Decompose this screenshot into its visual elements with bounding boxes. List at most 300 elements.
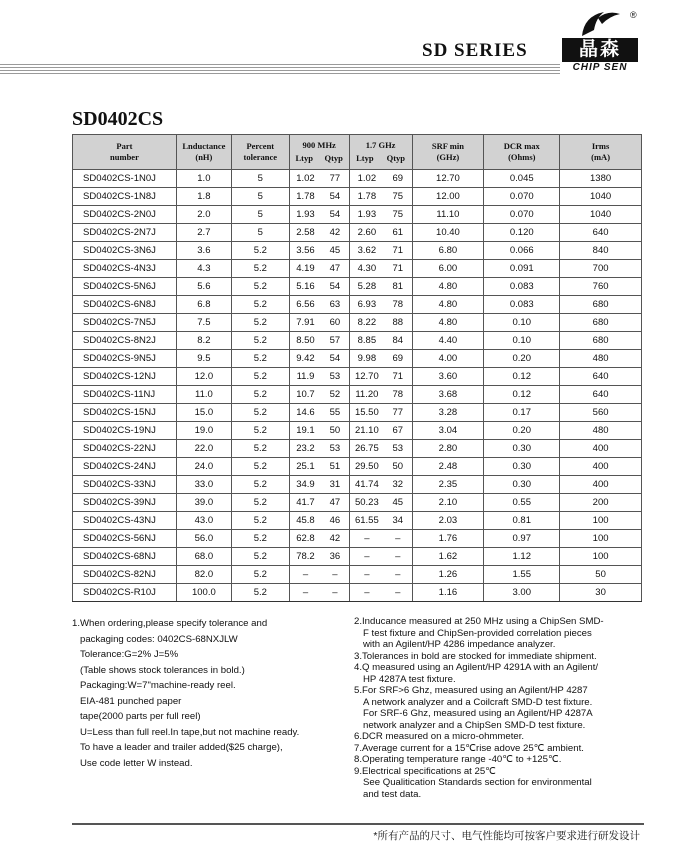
cell-tolerance: 5.2 [231, 368, 289, 386]
cell-inductance: 2.7 [176, 224, 231, 242]
logo-swoosh-icon [578, 8, 622, 38]
table-row [73, 548, 642, 566]
table-row [73, 296, 642, 314]
cell-qtyp-900: 31 [321, 476, 349, 494]
cell-ltyp-900: 11.9 [289, 368, 321, 386]
cell-ltyp-900: – [289, 566, 321, 584]
cell-ltyp-900: 1.02 [289, 170, 321, 188]
cell-part-number: SD0402CS-12NJ [73, 368, 177, 386]
cell-inductance: 19.0 [176, 422, 231, 440]
cell-srf: 4.40 [412, 332, 484, 350]
cell-irms: 1380 [560, 170, 642, 188]
logo-english: CHIP SEN [572, 62, 628, 73]
cell-ltyp-1-7: 1.93 [349, 206, 384, 224]
note-line: HP 4287A test fixture. [363, 673, 456, 685]
header-ltyp-17: Ltyp [356, 153, 374, 163]
table-row [73, 260, 642, 278]
table-row [73, 458, 642, 476]
cell-inductance: 39.0 [176, 494, 231, 512]
cell-part-number: SD0402CS-19NJ [73, 422, 177, 440]
cell-part-number: SD0402CS-5N6J [73, 278, 177, 296]
cell-tolerance: 5.2 [231, 242, 289, 260]
cell-ltyp-1-7: 50.23 [349, 494, 384, 512]
cell-tolerance: 5.2 [231, 404, 289, 422]
cell-irms: 760 [560, 278, 642, 296]
cell-qtyp-900: 54 [321, 206, 349, 224]
note-line: 6.DCR measured on a micro-ohmmeter. [354, 731, 525, 742]
cell-ltyp-1-7: 1.78 [349, 188, 384, 206]
cell-part-number: SD0402CS-2N7J [73, 224, 177, 242]
cell-ltyp-900: 2.58 [289, 224, 321, 242]
cell-qtyp-1-7: 84 [384, 332, 412, 350]
cell-srf: 2.48 [412, 458, 484, 476]
cell-srf: 4.80 [412, 314, 484, 332]
cell-qtyp-1-7: 77 [384, 404, 412, 422]
cell-dcr: 0.20 [484, 422, 560, 440]
cell-ltyp-900: 23.2 [289, 440, 321, 458]
header-qtyp-900: Qtyp [324, 153, 343, 163]
cell-ltyp-1-7: 5.28 [349, 278, 384, 296]
cell-ltyp-900: 1.78 [289, 188, 321, 206]
cell-qtyp-900: 47 [321, 260, 349, 278]
cell-dcr: 0.30 [484, 476, 560, 494]
cell-dcr: 0.20 [484, 350, 560, 368]
table-row [73, 170, 642, 188]
cell-qtyp-1-7: 53 [384, 440, 412, 458]
cell-qtyp-900: – [321, 566, 349, 584]
series-title: SD SERIES [422, 40, 528, 61]
cell-qtyp-1-7: 45 [384, 494, 412, 512]
cell-tolerance: 5.2 [231, 476, 289, 494]
cell-ltyp-900: 14.6 [289, 404, 321, 422]
cell-inductance: 8.2 [176, 332, 231, 350]
note-line: 9.Electrical specifications at 25℃ [354, 765, 496, 777]
cell-qtyp-1-7: 88 [384, 314, 412, 332]
cell-qtyp-1-7: – [384, 530, 412, 548]
cell-part-number: SD0402CS-24NJ [73, 458, 177, 476]
note-line: packaging codes: 0402CS-68NXJLW [80, 633, 238, 645]
cell-dcr: 0.81 [484, 512, 560, 530]
note-line: F test fixture and ChipSen-provided correlation pieces [363, 627, 592, 639]
note-line: 1.When ordering,please specify tolerance and [72, 618, 268, 629]
header-stripe [0, 64, 560, 76]
cell-qtyp-1-7: 69 [384, 350, 412, 368]
cell-part-number: SD0402CS-39NJ [73, 494, 177, 512]
cell-tolerance: 5.2 [231, 548, 289, 566]
table-row [73, 530, 642, 548]
cell-srf: 3.60 [412, 368, 484, 386]
cell-ltyp-1-7: 61.55 [349, 512, 384, 530]
cell-part-number: SD0402CS-7N5J [73, 314, 177, 332]
cell-ltyp-1-7: 21.10 [349, 422, 384, 440]
cell-srf: 2.03 [412, 512, 484, 530]
table-row [73, 566, 642, 584]
cell-irms: 30 [560, 584, 642, 602]
cell-srf: 2.80 [412, 440, 484, 458]
cell-irms: 480 [560, 350, 642, 368]
cell-qtyp-1-7: – [384, 584, 412, 602]
table-header-row [73, 135, 642, 170]
table-row [73, 404, 642, 422]
cell-srf: 11.10 [412, 206, 484, 224]
note-line: To have a leader and trailer added($25 charge), [80, 742, 283, 753]
cell-inductance: 43.0 [176, 512, 231, 530]
cell-dcr: 0.10 [484, 332, 560, 350]
cell-dcr: 0.045 [484, 170, 560, 188]
cell-inductance: 24.0 [176, 458, 231, 476]
cell-qtyp-900: 57 [321, 332, 349, 350]
cell-tolerance: 5.2 [231, 350, 289, 368]
header-part: Part number [73, 135, 177, 170]
table-row [73, 350, 642, 368]
cell-qtyp-1-7: 34 [384, 512, 412, 530]
cell-dcr: 0.30 [484, 458, 560, 476]
cell-qtyp-900: 42 [321, 530, 349, 548]
cell-qtyp-1-7: 69 [384, 170, 412, 188]
table-row [73, 188, 642, 206]
cell-qtyp-900: 51 [321, 458, 349, 476]
table-row [73, 494, 642, 512]
cell-tolerance: 5.2 [231, 584, 289, 602]
note-line: 8.Operating temperature range -40℃ to +125℃. [354, 754, 562, 765]
cell-inductance: 4.3 [176, 260, 231, 278]
cell-tolerance: 5.2 [231, 458, 289, 476]
cell-srf: 4.80 [412, 278, 484, 296]
cell-irms: 680 [560, 296, 642, 314]
cell-tolerance: 5 [231, 206, 289, 224]
cell-tolerance: 5.2 [231, 296, 289, 314]
cell-irms: 50 [560, 566, 642, 584]
cell-dcr: 0.083 [484, 278, 560, 296]
cell-srf: 1.26 [412, 566, 484, 584]
cell-srf: 3.28 [412, 404, 484, 422]
cell-qtyp-900: 53 [321, 368, 349, 386]
note-line: For SRF-6 Ghz, measured using an Agilent/HP 4287A [363, 708, 593, 719]
table-row [73, 476, 642, 494]
cell-part-number: SD0402CS-22NJ [73, 440, 177, 458]
cell-qtyp-900: 42 [321, 224, 349, 242]
cell-qtyp-900: 45 [321, 242, 349, 260]
cell-qtyp-900: 77 [321, 170, 349, 188]
cell-dcr: 1.12 [484, 548, 560, 566]
note-line: 4.Q measured using an Agilent/HP 4291A with an Agilent/ [354, 662, 599, 673]
cell-dcr: 0.10 [484, 314, 560, 332]
cell-tolerance: 5.2 [231, 278, 289, 296]
cell-part-number: SD0402CS-8N2J [73, 332, 177, 350]
note-line: tape(2000 parts per full reel) [80, 711, 201, 722]
cell-ltyp-1-7: 1.02 [349, 170, 384, 188]
cell-srf: 10.40 [412, 224, 484, 242]
cell-ltyp-900: 62.8 [289, 530, 321, 548]
cell-qtyp-900: 53 [321, 440, 349, 458]
cell-part-number: SD0402CS-2N0J [73, 206, 177, 224]
cell-inductance: 7.5 [176, 314, 231, 332]
cell-qtyp-1-7: 78 [384, 386, 412, 404]
cell-ltyp-1-7: 15.50 [349, 404, 384, 422]
cell-ltyp-900: 45.8 [289, 512, 321, 530]
cell-inductance: 82.0 [176, 566, 231, 584]
cell-tolerance: 5.2 [231, 422, 289, 440]
logo-hanzi: 晶森 [562, 38, 638, 62]
cell-irms: 100 [560, 548, 642, 566]
cell-inductance: 2.0 [176, 206, 231, 224]
table-row [73, 386, 642, 404]
cell-irms: 700 [560, 260, 642, 278]
table-row [73, 422, 642, 440]
cell-qtyp-900: 46 [321, 512, 349, 530]
cell-inductance: 11.0 [176, 386, 231, 404]
cell-irms: 100 [560, 512, 642, 530]
note-line: 2.Inducance measured at 250 MHz using a ChipSen SMD- [354, 616, 604, 627]
cell-irms: 400 [560, 476, 642, 494]
cell-tolerance: 5.2 [231, 332, 289, 350]
cell-dcr: 0.30 [484, 440, 560, 458]
cell-irms: 640 [560, 224, 642, 242]
cell-irms: 480 [560, 422, 642, 440]
cell-tolerance: 5 [231, 224, 289, 242]
cell-ltyp-900: 3.56 [289, 242, 321, 260]
cell-part-number: SD0402CS-15NJ [73, 404, 177, 422]
cell-qtyp-1-7: 75 [384, 206, 412, 224]
cell-inductance: 100.0 [176, 584, 231, 602]
cell-tolerance: 5.2 [231, 440, 289, 458]
cell-ltyp-900: 34.9 [289, 476, 321, 494]
cell-ltyp-1-7: 11.20 [349, 386, 384, 404]
cell-part-number: SD0402CS-4N3J [73, 260, 177, 278]
cell-ltyp-1-7: 4.30 [349, 260, 384, 278]
cell-irms: 1040 [560, 206, 642, 224]
cell-part-number: SD0402CS-6N8J [73, 296, 177, 314]
cell-qtyp-1-7: 61 [384, 224, 412, 242]
header-ltyp-900: Ltyp [295, 153, 313, 163]
cell-qtyp-900: 54 [321, 350, 349, 368]
cell-ltyp-900: 7.91 [289, 314, 321, 332]
cell-irms: 680 [560, 314, 642, 332]
cell-ltyp-900: 8.50 [289, 332, 321, 350]
note-line: with an Agilent/HP 4286 impedance analyzer. [363, 639, 556, 650]
cell-qtyp-900: 55 [321, 404, 349, 422]
note-line: Use code letter W instead. [80, 757, 193, 769]
cell-srf: 3.68 [412, 386, 484, 404]
cell-srf: 1.76 [412, 530, 484, 548]
cell-part-number: SD0402CS-43NJ [73, 512, 177, 530]
cell-dcr: 0.12 [484, 368, 560, 386]
note-line: EIA-481 punched paper [80, 695, 182, 707]
cell-tolerance: 5 [231, 188, 289, 206]
cell-part-number: SD0402CS-3N6J [73, 242, 177, 260]
cell-irms: 680 [560, 332, 642, 350]
table-row [73, 206, 642, 224]
footer-divider [72, 823, 644, 825]
table-row [73, 224, 642, 242]
cell-part-number: SD0402CS-82NJ [73, 566, 177, 584]
cell-dcr: 0.17 [484, 404, 560, 422]
cell-srf: 4.80 [412, 296, 484, 314]
cell-part-number: SD0402CS-1N0J [73, 170, 177, 188]
cell-part-number: SD0402CS-11NJ [73, 386, 177, 404]
cell-ltyp-1-7: 29.50 [349, 458, 384, 476]
cell-inductance: 15.0 [176, 404, 231, 422]
table-row [73, 512, 642, 530]
cell-qtyp-900: 63 [321, 296, 349, 314]
cell-srf: 4.00 [412, 350, 484, 368]
product-title: SD0402CS [72, 108, 164, 130]
cell-srf: 2.35 [412, 476, 484, 494]
cell-ltyp-1-7: 2.60 [349, 224, 384, 242]
cell-part-number: SD0402CS-33NJ [73, 476, 177, 494]
cell-qtyp-900: 60 [321, 314, 349, 332]
cell-srf: 2.10 [412, 494, 484, 512]
cell-tolerance: 5.2 [231, 512, 289, 530]
cell-ltyp-900: 25.1 [289, 458, 321, 476]
cell-srf: 1.62 [412, 548, 484, 566]
cell-ltyp-900: – [289, 584, 321, 602]
cell-irms: 200 [560, 494, 642, 512]
cell-dcr: 0.12 [484, 386, 560, 404]
cell-dcr: 0.97 [484, 530, 560, 548]
cell-inductance: 6.8 [176, 296, 231, 314]
cell-tolerance: 5.2 [231, 530, 289, 548]
cell-ltyp-1-7: 26.75 [349, 440, 384, 458]
cell-ltyp-900: 19.1 [289, 422, 321, 440]
cell-qtyp-1-7: – [384, 566, 412, 584]
table-row [73, 332, 642, 350]
table-row [73, 440, 642, 458]
table-row [73, 584, 642, 602]
note-line: network analyzer and a ChipSen SMD-D test fixture. [363, 719, 586, 731]
notes-right [354, 616, 644, 800]
cell-tolerance: 5.2 [231, 314, 289, 332]
header-irms: Irms (mA) [560, 135, 642, 170]
cell-qtyp-900: – [321, 584, 349, 602]
cell-qtyp-1-7: 67 [384, 422, 412, 440]
cell-inductance: 22.0 [176, 440, 231, 458]
cell-irms: 840 [560, 242, 642, 260]
cell-inductance: 12.0 [176, 368, 231, 386]
notes-left [72, 616, 342, 771]
header-1-7ghz: 1.7 GHz Ltyp Qtyp [349, 135, 412, 170]
spec-table [72, 134, 642, 602]
cell-ltyp-900: 4.19 [289, 260, 321, 278]
cell-srf: 12.00 [412, 188, 484, 206]
cell-irms: 560 [560, 404, 642, 422]
cell-ltyp-1-7: 6.93 [349, 296, 384, 314]
header-tolerance: Percent tolerance [231, 135, 289, 170]
cell-ltyp-900: 1.93 [289, 206, 321, 224]
cell-irms: 640 [560, 386, 642, 404]
cell-inductance: 1.0 [176, 170, 231, 188]
note-line: Tolerance:G=2% J=5% [80, 649, 179, 660]
cell-inductance: 56.0 [176, 530, 231, 548]
cell-dcr: 0.091 [484, 260, 560, 278]
cell-inductance: 3.6 [176, 242, 231, 260]
cell-irms: 100 [560, 530, 642, 548]
header-inductance: Lnductance (nH) [176, 135, 231, 170]
cell-ltyp-1-7: 41.74 [349, 476, 384, 494]
cell-part-number: SD0402CS-R10J [73, 584, 177, 602]
cell-srf: 12.70 [412, 170, 484, 188]
cell-qtyp-1-7: 50 [384, 458, 412, 476]
header-900mhz: 900 MHz Ltyp Qtyp [289, 135, 349, 170]
cell-qtyp-1-7: 71 [384, 260, 412, 278]
cell-qtyp-900: 47 [321, 494, 349, 512]
cell-qtyp-1-7: 71 [384, 368, 412, 386]
note-line: 3.Tolerances in bold are stocked for immediate shipment. [354, 650, 597, 662]
cell-srf: 6.00 [412, 260, 484, 278]
cell-part-number: SD0402CS-9N5J [73, 350, 177, 368]
cell-qtyp-900: 36 [321, 548, 349, 566]
cell-qtyp-900: 54 [321, 278, 349, 296]
cell-qtyp-900: 54 [321, 188, 349, 206]
cell-tolerance: 5.2 [231, 566, 289, 584]
cell-ltyp-1-7: – [349, 566, 384, 584]
cell-ltyp-1-7: – [349, 548, 384, 566]
note-line: A network analyzer and a Coilcraft SMD-D test fixture. [363, 696, 593, 708]
cell-dcr: 0.120 [484, 224, 560, 242]
cell-srf: 3.04 [412, 422, 484, 440]
cell-qtyp-1-7: 78 [384, 296, 412, 314]
table-row [73, 368, 642, 386]
cell-part-number: SD0402CS-56NJ [73, 530, 177, 548]
cell-ltyp-1-7: – [349, 530, 384, 548]
cell-qtyp-900: 52 [321, 386, 349, 404]
cell-inductance: 33.0 [176, 476, 231, 494]
cell-ltyp-1-7: 8.85 [349, 332, 384, 350]
cell-ltyp-1-7: 9.98 [349, 350, 384, 368]
cell-part-number: SD0402CS-1N8J [73, 188, 177, 206]
header-dcr: DCR max (Ohms) [484, 135, 560, 170]
cell-ltyp-900: 5.16 [289, 278, 321, 296]
chipsen-logo [562, 8, 638, 74]
cell-tolerance: 5 [231, 170, 289, 188]
cell-irms: 640 [560, 368, 642, 386]
note-line: See Qualitication Standards section for environmental [363, 777, 592, 788]
cell-dcr: 0.070 [484, 188, 560, 206]
cell-irms: 400 [560, 458, 642, 476]
cell-qtyp-1-7: 32 [384, 476, 412, 494]
cell-dcr: 0.083 [484, 296, 560, 314]
header-qtyp-17: Qtyp [386, 153, 406, 163]
cell-ltyp-1-7: – [349, 584, 384, 602]
cell-tolerance: 5.2 [231, 494, 289, 512]
cell-ltyp-900: 78.2 [289, 548, 321, 566]
cell-dcr: 0.066 [484, 242, 560, 260]
cell-dcr: 1.55 [484, 566, 560, 584]
cell-tolerance: 5.2 [231, 260, 289, 278]
note-line: and test data. [363, 788, 422, 800]
note-line: U=Less than full reel.In tape,but not machine ready. [80, 726, 300, 738]
cell-ltyp-900: 9.42 [289, 350, 321, 368]
cell-srf: 1.16 [412, 584, 484, 602]
cell-inductance: 1.8 [176, 188, 231, 206]
registered-mark: ® [630, 10, 637, 20]
cell-tolerance: 5.2 [231, 386, 289, 404]
cell-inductance: 5.6 [176, 278, 231, 296]
header-srf: SRF min (GHz) [412, 135, 484, 170]
cell-srf: 6.80 [412, 242, 484, 260]
table-row [73, 278, 642, 296]
table-row [73, 242, 642, 260]
cell-ltyp-900: 41.7 [289, 494, 321, 512]
cell-ltyp-900: 6.56 [289, 296, 321, 314]
cell-ltyp-900: 10.7 [289, 386, 321, 404]
cell-irms: 1040 [560, 188, 642, 206]
cell-ltyp-1-7: 8.22 [349, 314, 384, 332]
cell-dcr: 3.00 [484, 584, 560, 602]
cell-part-number: SD0402CS-68NJ [73, 548, 177, 566]
cell-ltyp-1-7: 12.70 [349, 368, 384, 386]
cell-irms: 400 [560, 440, 642, 458]
